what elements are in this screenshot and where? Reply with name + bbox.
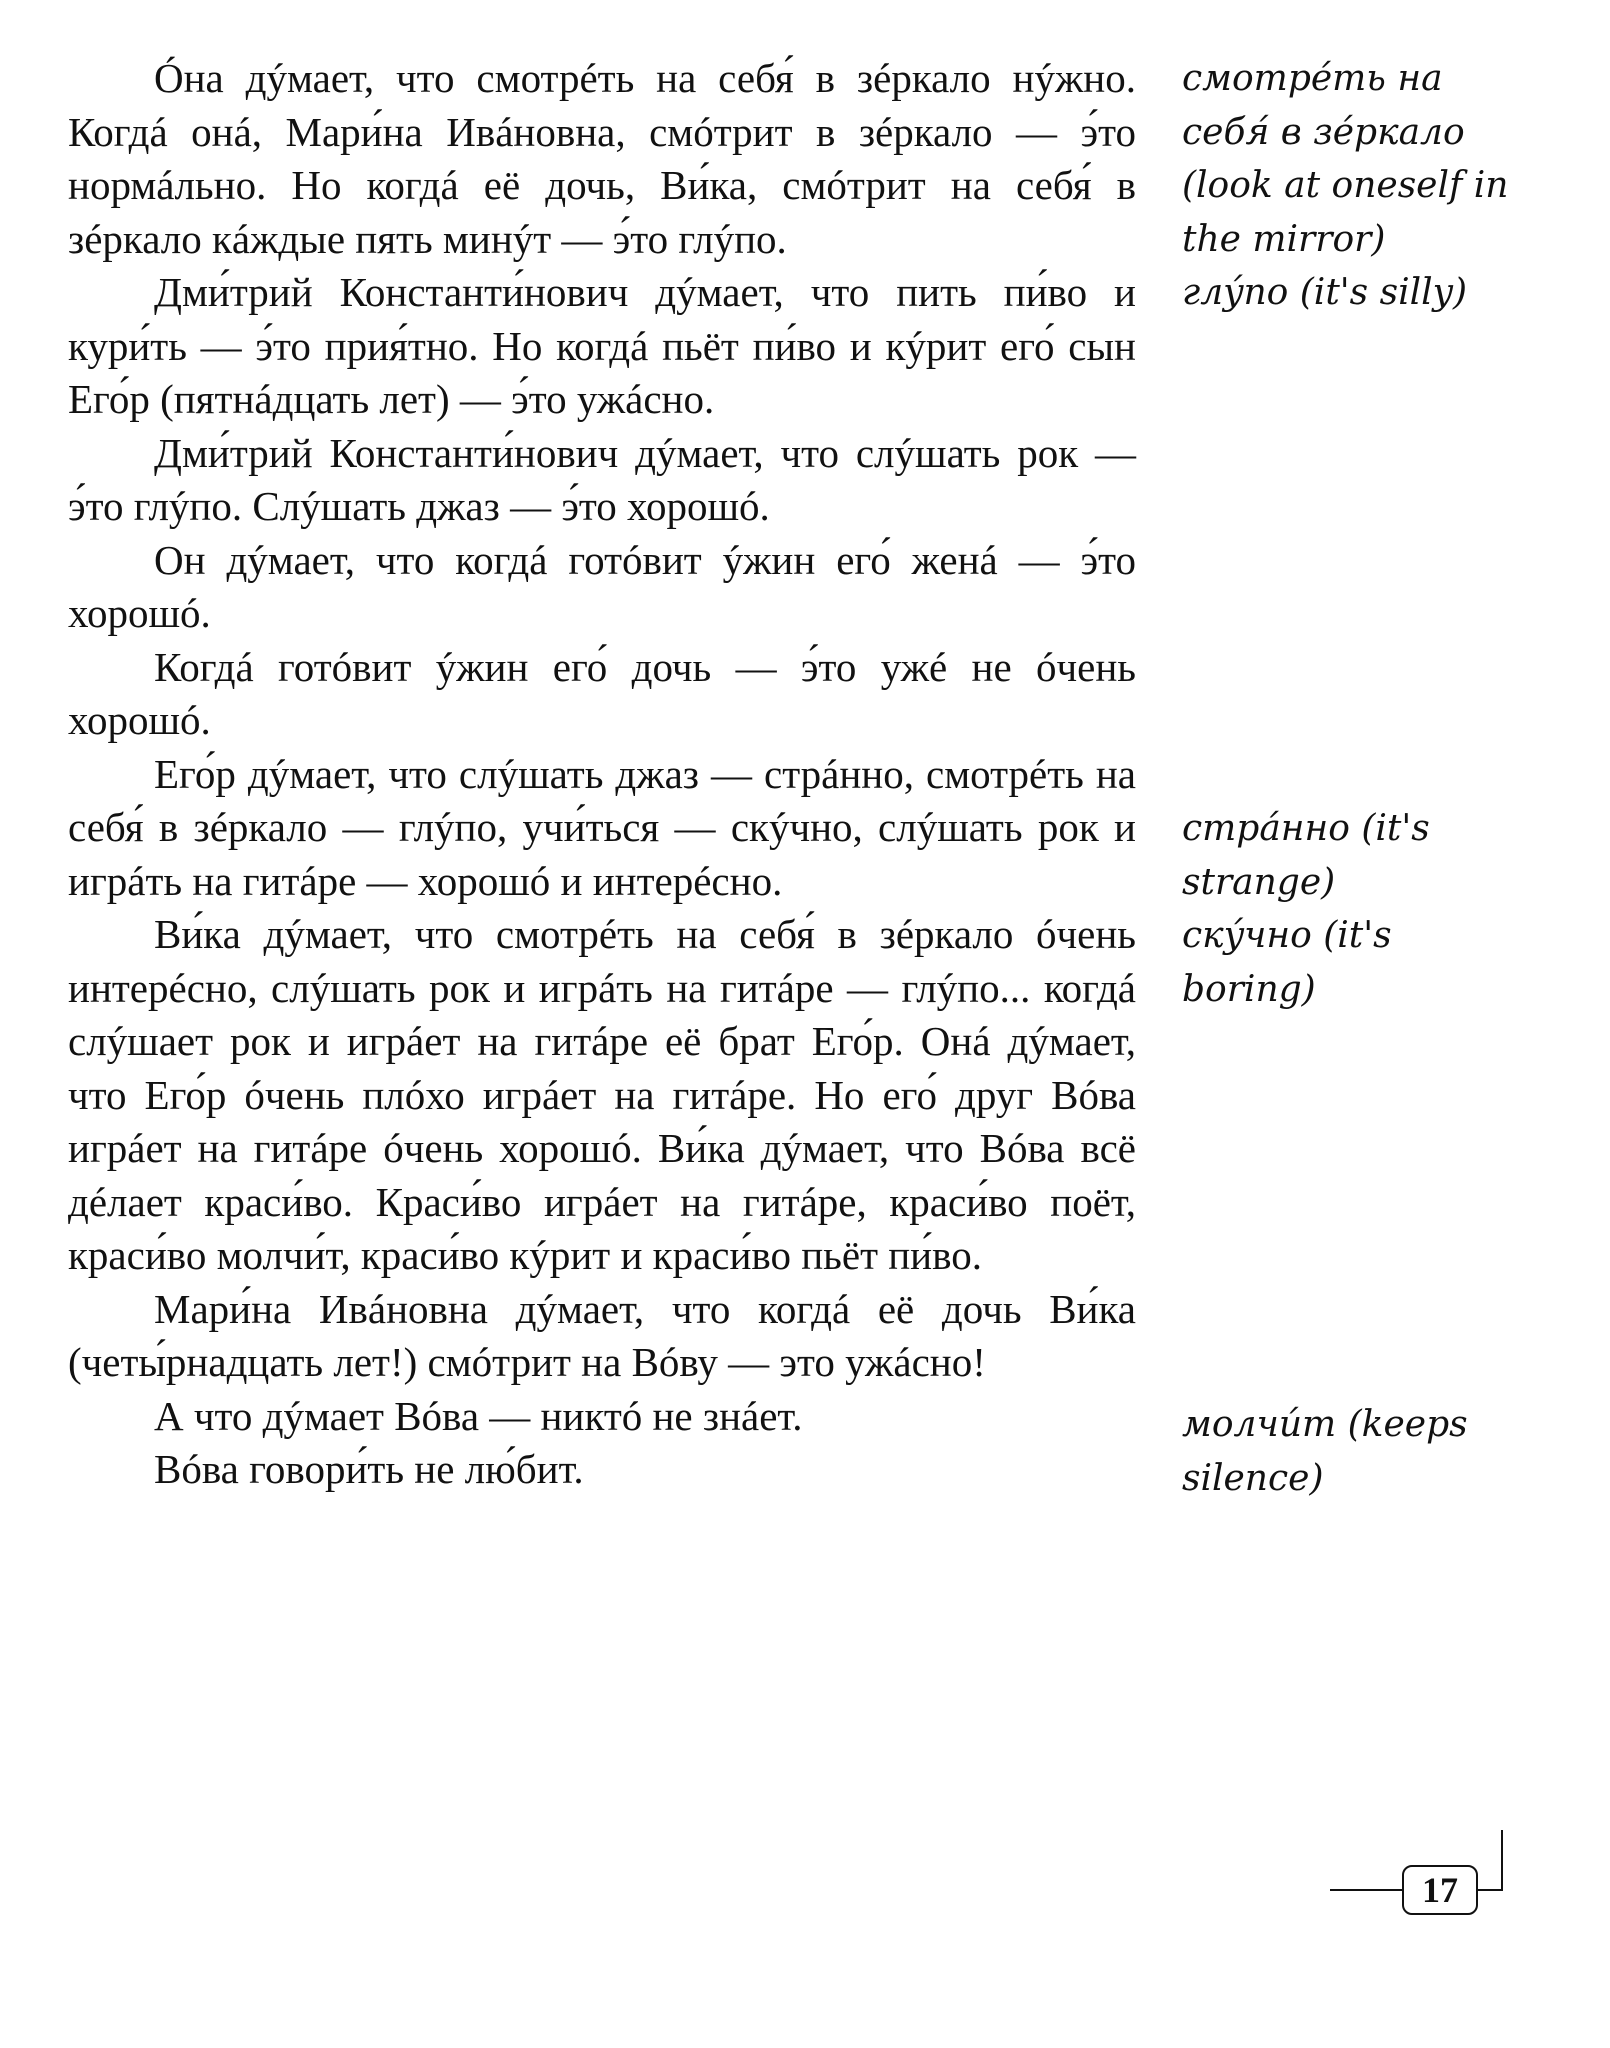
- page-number: 17: [1402, 1865, 1478, 1915]
- margin-gloss: [1182, 802, 1512, 1016]
- gloss-line: boring): [1182, 968, 1316, 1010]
- gloss-line: глýпо (it's silly): [1182, 272, 1467, 313]
- gloss-line: стрáнно (it's: [1182, 808, 1430, 849]
- gloss-line: себя́ в зéркало: [1182, 111, 1465, 153]
- main-text: [68, 52, 1136, 1497]
- paragraph: Вóва говори́ть не лю́бит.: [154, 1446, 584, 1492]
- paragraph: Ви́ка дýмает, что смотрéть на себя́ в зéркало óчень интерéсно, слýшать рок и игрáть на гитáре — глýпо... когдá слýшает рок и игрáет на гитáре её брат Его́р. Онá дýмает, что Его́р óчень плóхо игрáет на гитáре. Но его́ друг Вóва игрáет на гитáре óчень хорошó. Ви́ка дýмает, что Вóва всё дéлает краси́во. Краси́во игрáет на гитáре, краси́во поёт, краси́во молчи́т, краси́во кýрит и краси́во пьёт пи́во.: [68, 911, 1136, 1278]
- rule-left: [1330, 1889, 1402, 1891]
- paragraph: Óна дýмает, что смотрéть на себя́ в зéркало нýжно. Когдá онá, Мари́на Ивáновна, смóтрит в зéркало — э́то нормáльно. Но когдá её дочь, Ви́ка, смóтрит на себя́ в зéркало кáждые пять минýт — э́то глýпо.: [68, 55, 1136, 262]
- paragraph: Его́р дýмает, что слýшать джаз — стрáнно, смотрéть на себя́ в зéркало — глýпо, учи́ться — скýчно, слýшать рок и игрáть на гитáре — хорошó и интерéсно.: [68, 750, 1136, 904]
- gloss-line: silence): [1182, 1457, 1324, 1499]
- paragraph: Дми́трий Константи́нович дýмает, что слýшать рок — э́то глýпо. Слýшать джаз — э́то хорошó.: [68, 429, 1136, 529]
- gloss-line: (look at oneself in: [1182, 165, 1509, 206]
- gloss-line: the mirror): [1182, 218, 1386, 260]
- gloss-line: скýчно (it's: [1182, 915, 1392, 956]
- gloss-line: молчи́т (keeps: [1182, 1404, 1468, 1445]
- margin-gloss: [1182, 52, 1512, 320]
- rule-right: [1478, 1889, 1502, 1891]
- gloss-line: смотрéть на: [1182, 58, 1443, 99]
- paragraph: Мари́на Ивáновна дýмает, что когдá её дочь Ви́ка (четы́рнадцать лет!) смóтрит на Вóву — это ужáсно!: [68, 1285, 1136, 1385]
- margin-gloss: [1182, 1398, 1512, 1505]
- rule-vertical: [1501, 1830, 1503, 1891]
- page-number-ornament: [1330, 1840, 1530, 1920]
- paragraph: Когдá готóвит ýжин его́ дочь — э́то ужé не óчень хорошó.: [68, 643, 1136, 743]
- paragraph: Он дýмает, что когдá готóвит ýжин его́ женá — э́то хорошó.: [68, 536, 1136, 636]
- paragraph: Дми́трий Константи́нович дýмает, что пить пи́во и кури́ть — э́то прия́тно. Но когдá пьёт пи́во и кýрит его́ сын Его́р (пятнáдцать лет) — э́то ужáсно.: [68, 269, 1136, 422]
- paragraph: А что дýмает Вóва — никтó не знáет.: [154, 1392, 803, 1439]
- gloss-line: strange): [1182, 861, 1336, 903]
